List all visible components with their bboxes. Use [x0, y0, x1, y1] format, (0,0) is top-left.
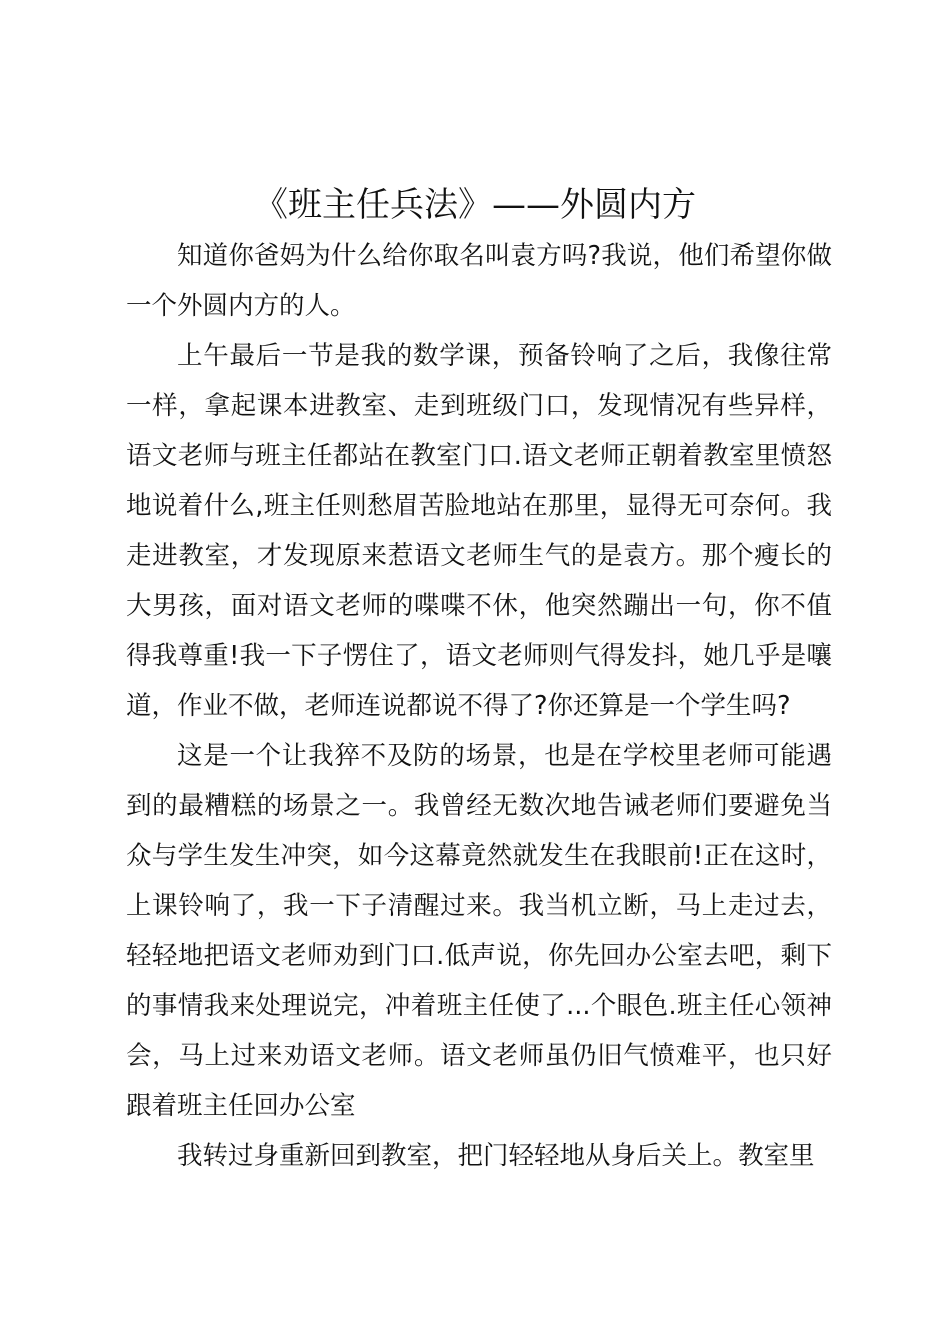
- paragraph-3: 这是一个让我猝不及防的场景，也是在学校里老师可能遇到的最糟糕的场景之一。我曾经无数次地告诫老师们要避免当众与学生发生冲突，如今这幕竟然就发生在我眼前!正在这时，上课铃响了，我一下子清醒过来。我当机立断，马上走过去，轻轻地把语文老师劝到门口.低声说，你先回办公室去吧，剩下的事情我来处理说完，冲着班主任使了...个眼色.班主任心领神会，马上过来劝语文老师。语文老师虽仍旧气愤难平，也只好跟着班主任回办公室: [126, 741, 832, 1121]
- document-title: 《班主任兵法》——外圆内方: [254, 185, 696, 225]
- paragraph-4: 我转过身重新回到教室，把门轻轻地从身后关上。教室里: [177, 1141, 815, 1171]
- paragraph-2: 上午最后一节是我的数学课，预备铃响了之后，我像往常一样，拿起课本进教室、走到班级门口，发现情况有些异样，语文老师与班主任都站在教室门口.语文老师正朝着教室里愤怒地说着什么,班主任则愁眉苦脸地站在那里，显得无可奈何。我走进教室，才发现原来惹语文老师生气的是袁方。那个瘦长的大男孩，面对语文老师的喋喋不休，他突然蹦出一句，你不值得我尊重!我一下子愣住了，语文老师则气得发抖，她几乎是嚷道，作业不做，老师连说都说不得了?你还算是一个学生吗?: [126, 341, 832, 721]
- paragraph-1: 知道你爸妈为什么给你取名叫袁方吗?我说，他们希望你做一个外圆内方的人。: [126, 241, 832, 321]
- document-body: [126, 231, 832, 1181]
